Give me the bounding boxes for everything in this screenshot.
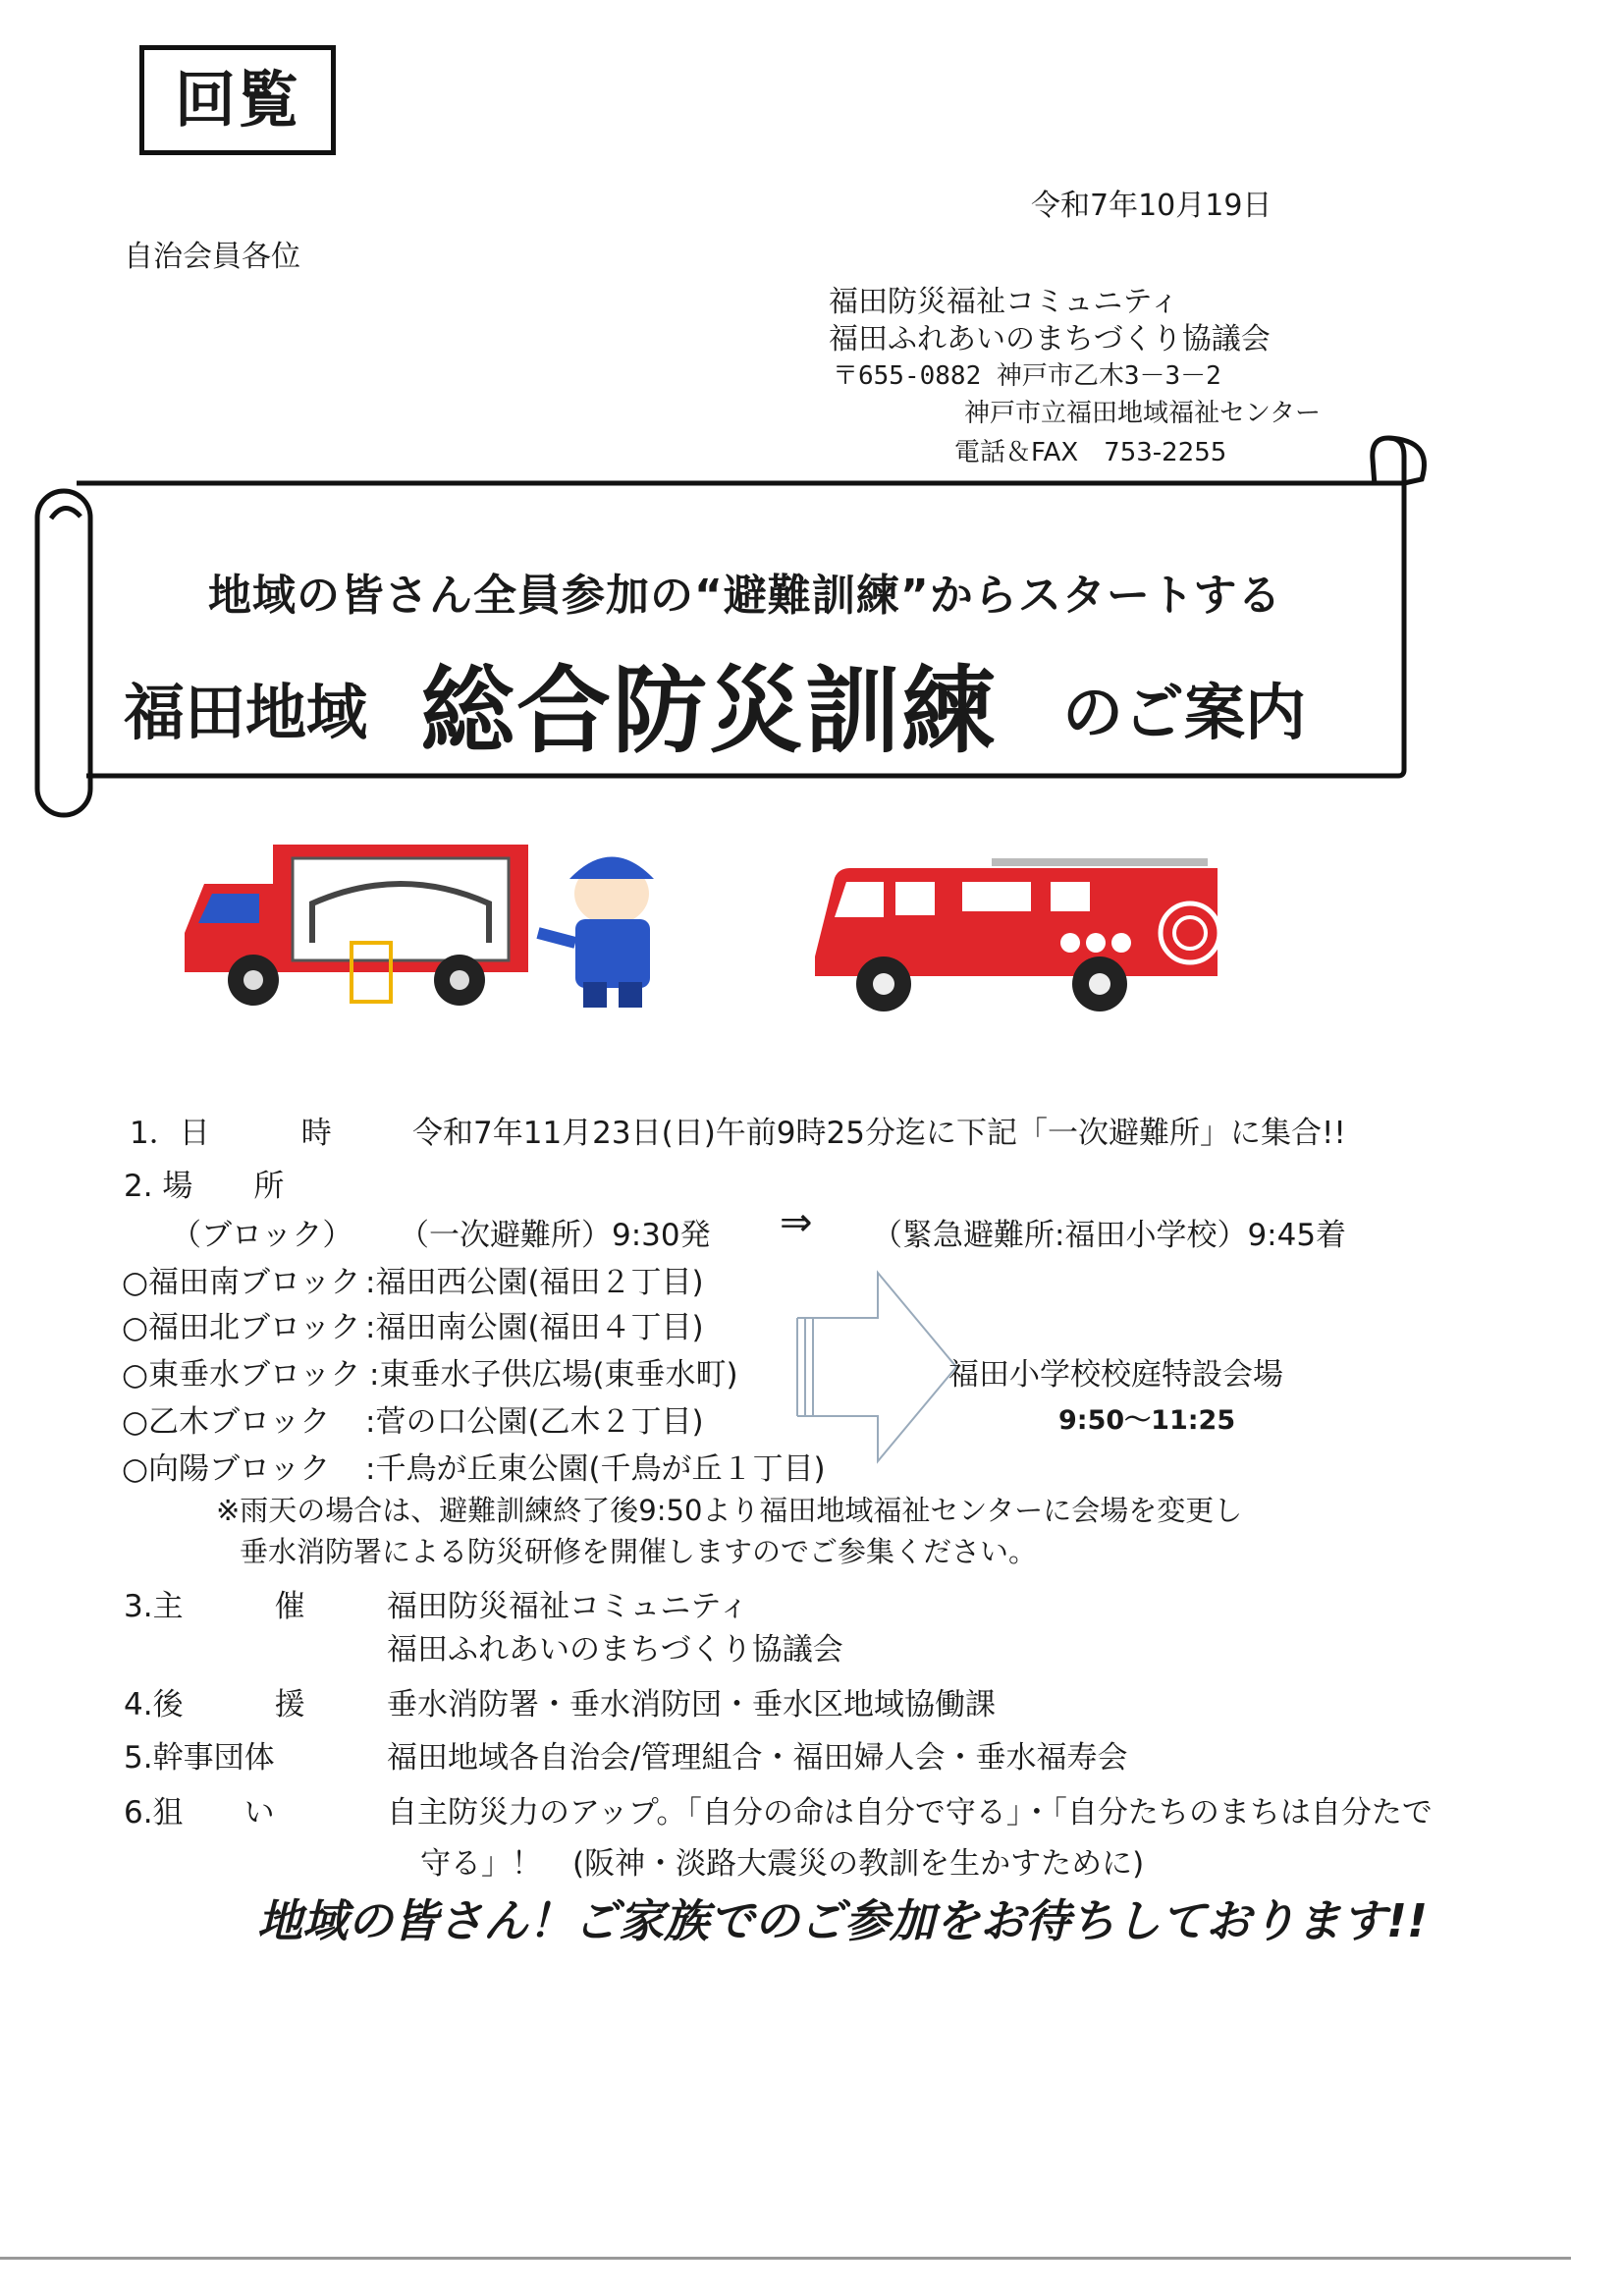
block-place: :福田南公園(福田４丁目) bbox=[365, 1310, 704, 1345]
aim-value-line2: 守る」！ (阪神・淡路大震災の教訓を生かすために) bbox=[420, 1846, 1145, 1882]
block-name: ○向陽ブロック bbox=[122, 1451, 331, 1487]
support-label: 4.後 援 bbox=[124, 1687, 305, 1722]
fire-engine-icon bbox=[805, 848, 1276, 1015]
support-value: 垂水消防署・垂水消防団・垂水区地域協働課 bbox=[387, 1687, 996, 1722]
host-value-1: 福田防災福祉コミュニティ bbox=[387, 1589, 749, 1624]
sender-facility: 神戸市立福田地域福祉センター bbox=[964, 399, 1321, 428]
aim-value-line1: 自主防災力のアップ。「自分の命は自分で守る」・「自分たちのまちは自分たで bbox=[387, 1795, 1433, 1831]
banner-title-suffix: のご案内 bbox=[1062, 677, 1307, 748]
aim-label: 6.狙 い bbox=[124, 1795, 275, 1831]
block-place: :菅の口公園(乙木２丁目) bbox=[365, 1404, 704, 1440]
block-name: ○東垂水ブロック bbox=[122, 1357, 361, 1393]
sender-org2: 福田ふれあいのまちづくり協議会 bbox=[829, 322, 1271, 356]
place-label: 2. 場 所 bbox=[124, 1169, 285, 1204]
block-place: :福田西公園(福田２丁目) bbox=[365, 1265, 704, 1300]
sender-address: 〒655-0882 神戸市乙木3－3－2 bbox=[833, 361, 1221, 391]
emergency-shelter-header: （緊急避難所:福田小学校）9:45着 bbox=[872, 1218, 1347, 1253]
circular-stamp: 回覧 bbox=[139, 45, 336, 155]
block-column-header: （ブロック） bbox=[171, 1218, 353, 1253]
block-name: ○福田南ブロック bbox=[122, 1265, 361, 1300]
venue: 福田小学校校庭特設会場 bbox=[948, 1357, 1283, 1393]
venue-time: 9:50～11:25 bbox=[1058, 1405, 1236, 1436]
banner-subtitle: 地域の皆さん全員参加の“避難訓練”からスタートする bbox=[208, 571, 1282, 621]
datetime-label: 1．日 時 bbox=[130, 1116, 332, 1151]
outline-arrow-icon bbox=[785, 1269, 962, 1465]
closing-message: 地域の皆さん！ご家族でのご参加をお待ちしております!! bbox=[257, 1894, 1428, 1947]
block-place: :東垂水子供広場(東垂水町) bbox=[369, 1357, 738, 1393]
rain-note-line1: ※雨天の場合は、避難訓練終了後9:50より福田地域福祉センターに会場を変更し bbox=[216, 1494, 1243, 1527]
block-name: ○乙木ブロック bbox=[122, 1404, 331, 1440]
datetime-value: 令和7年11月23日(日)午前9時25分迄に下記「一次避難所」に集合!! bbox=[412, 1116, 1346, 1151]
banner-title-main: 総合防災訓練 bbox=[420, 656, 998, 766]
recipient: 自治会員各位 bbox=[124, 240, 300, 274]
arrow-icon: ⇒ bbox=[780, 1200, 813, 1245]
block-name: ○福田北ブロック bbox=[122, 1310, 361, 1345]
footer-divider bbox=[0, 2257, 1571, 2260]
banner-title-prefix: 福田地域 bbox=[124, 677, 368, 748]
sender-org1: 福田防災福祉コミュニティ bbox=[829, 285, 1179, 319]
sender-phone: 電話＆FAX 753-2255 bbox=[954, 438, 1227, 467]
block-place: :千鳥が丘東公園(千鳥が丘１丁目) bbox=[365, 1451, 826, 1487]
issue-date: 令和7年10月19日 bbox=[1031, 189, 1272, 223]
organizer-value: 福田地域各自治会/管理組合・福田婦人会・垂水福寿会 bbox=[387, 1740, 1128, 1776]
primary-shelter-header: （一次避難所）9:30発 bbox=[399, 1218, 711, 1253]
rain-note-line2: 垂水消防署による防災研修を開催しますのでご参集ください。 bbox=[240, 1535, 1038, 1568]
disaster-truck-icon bbox=[165, 825, 703, 1011]
host-label: 3.主 催 bbox=[124, 1589, 305, 1624]
organizer-label: 5.幹事団体 bbox=[124, 1740, 275, 1776]
host-value-2: 福田ふれあいのまちづくり協議会 bbox=[387, 1632, 843, 1667]
